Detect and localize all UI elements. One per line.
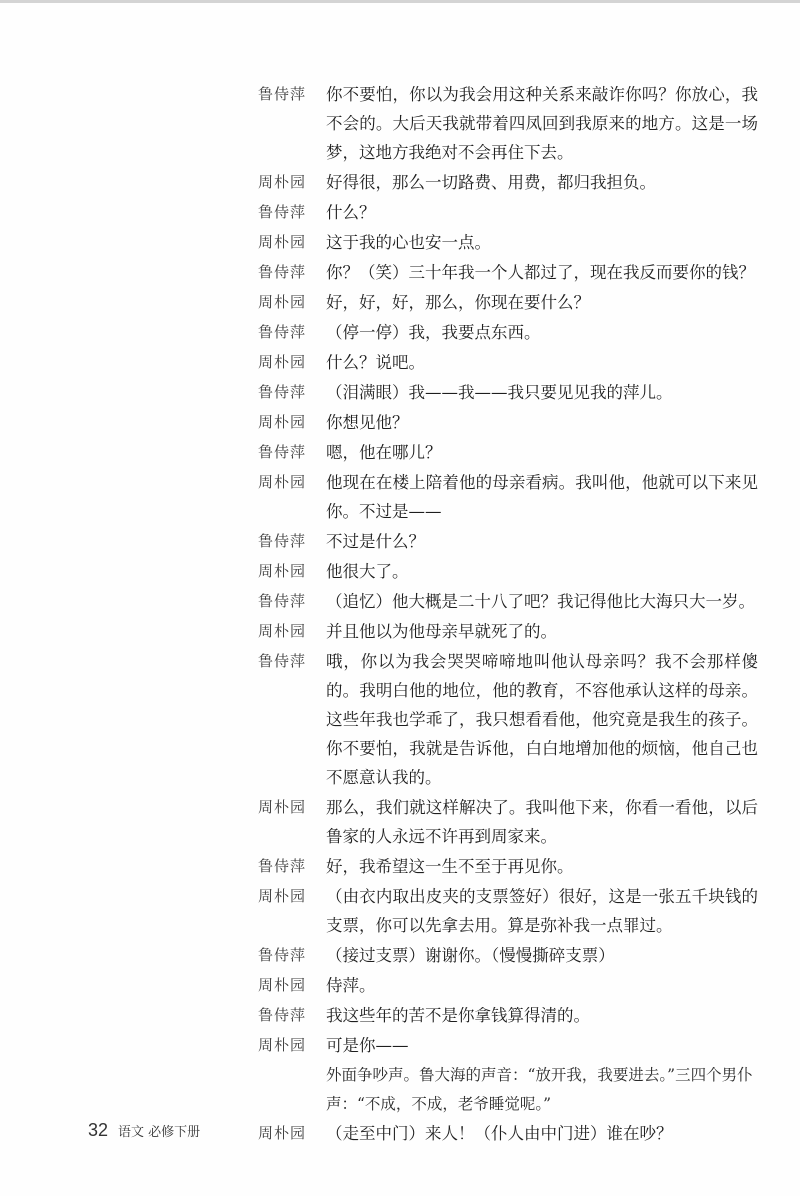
speaker-name: 鲁侍萍 — [258, 85, 307, 103]
dialogue-line — [258, 1001, 758, 1030]
speaker-name: 鲁侍萍 — [258, 263, 307, 281]
speech-text: 不过是什么？ — [326, 532, 425, 551]
speech-text: 你想见他？ — [326, 413, 409, 432]
dialogue-line — [258, 1031, 758, 1060]
speaker-name: 周朴园 — [258, 976, 307, 994]
speech-text: 那么，我们就这样解决了。我叫他下来，你看一看他，以后鲁家的人永远不许再到周家来。 — [326, 798, 758, 846]
dialogue-line — [258, 793, 758, 851]
speech-text: 他现在在楼上陪着他的母亲看病。我叫他，他就可以下来见你。不过是—— — [326, 473, 758, 521]
speech-text: 好，好，好，那么，你现在要什么？ — [326, 293, 590, 312]
speech-text: 我这些年的苦不是你拿钱算得清的。 — [326, 1006, 590, 1025]
speaker-name: 周朴园 — [258, 798, 307, 816]
speaker-name: 周朴园 — [258, 562, 307, 580]
dialogue-line — [258, 557, 758, 586]
dialogue-line — [258, 408, 758, 437]
dialogue-line — [258, 617, 758, 646]
speech-text: 你不要怕，你以为我会用这种关系来敲诈你吗？你放心，我不会的。大后天我就带着四凤回到我原来的地方。这是一场梦，这地方我绝对不会再住下去。 — [326, 85, 758, 162]
speech-text: 他很大了。 — [326, 562, 409, 581]
stage-direction: 外面争吵声。鲁大海的声音：“放开我，我要进去。”三四个男仆声：“不成，不成，老爷睡觉呢。” — [326, 1066, 753, 1113]
dialogue-line — [258, 882, 758, 940]
speech-text: 可是你—— — [326, 1036, 409, 1055]
speech-text: 并且他以为他母亲早就死了的。 — [326, 622, 557, 641]
speech-text: （追忆）他大概是二十八了吧？我记得他比大海只大一岁。 — [326, 592, 755, 611]
page-top-edge — [0, 0, 800, 3]
speaker-name: 鲁侍萍 — [258, 1006, 307, 1024]
speaker-name: 周朴园 — [258, 173, 307, 191]
dialogue-line — [258, 438, 758, 467]
speaker-name: 鲁侍萍 — [258, 383, 307, 401]
speech-text: 好，我希望这一生不至于再见你。 — [326, 857, 574, 876]
speech-text: 你？（笑）三十年我一个人都过了，现在我反而要你的钱？ — [326, 263, 755, 282]
page-number: 32 — [88, 1120, 109, 1140]
speaker-name: 周朴园 — [258, 353, 307, 371]
speaker-name: 鲁侍萍 — [258, 443, 307, 461]
speaker-name: 周朴园 — [258, 1124, 307, 1142]
speaker-name: 周朴园 — [258, 887, 307, 905]
dialogue-line — [258, 378, 758, 407]
dialogue-line — [258, 971, 758, 1000]
speaker-name: 周朴园 — [258, 1036, 307, 1054]
speaker-name: 鲁侍萍 — [258, 592, 307, 610]
speaker-name: 鲁侍萍 — [258, 532, 307, 550]
dialogue-line — [258, 198, 758, 227]
speaker-name: 鲁侍萍 — [258, 857, 307, 875]
speech-text: 哦，你以为我会哭哭啼啼地叫他认母亲吗？我不会那样傻的。我明白他的地位，他的教育，不容他承认这样的母亲。这些年我也学乖了，我只想看看他，他究竟是我生的孩子。你不要怕，我就是告诉他，白白地增加他的烦恼，他自己也不愿意认我的。 — [326, 652, 758, 787]
dialogue-line — [258, 80, 758, 167]
speech-text: （走至中门）来人！（仆人由中门进）谁在吵？ — [326, 1124, 673, 1143]
speaker-name: 周朴园 — [258, 413, 307, 431]
dialogue-line — [258, 228, 758, 257]
speaker-name: 周朴园 — [258, 233, 307, 251]
speech-text: （由衣内取出皮夹的支票签好）很好，这是一张五千块钱的支票，你可以先拿去用。算是弥补我一点罪过。 — [326, 887, 758, 935]
speaker-name: 鲁侍萍 — [258, 652, 307, 670]
speaker-name: 鲁侍萍 — [258, 323, 307, 341]
speech-text: 这于我的心也安一点。 — [326, 233, 491, 252]
speaker-name: 周朴园 — [258, 622, 307, 640]
speech-text: （泪满眼）我——我——我只要见见我的萍儿。 — [326, 383, 673, 402]
dialogue-line — [258, 852, 758, 881]
dialogue-line — [258, 318, 758, 347]
speech-text: 好得很，那么一切路费、用费，都归我担负。 — [326, 173, 656, 192]
speaker-name: 周朴园 — [258, 473, 307, 491]
page-footer — [88, 1120, 200, 1141]
speech-text: （停一停）我，我要点东西。 — [326, 323, 541, 342]
dialogue-line — [258, 258, 758, 287]
dialogue-block — [258, 80, 758, 1149]
book-title: 语文 必修下册 — [118, 1125, 201, 1140]
speaker-name: 鲁侍萍 — [258, 203, 307, 221]
speech-text: 嗯，他在哪儿？ — [326, 443, 442, 462]
dialogue-line — [258, 168, 758, 197]
speech-text: 侍萍。 — [326, 976, 376, 995]
dialogue-line — [258, 587, 758, 616]
dialogue-line — [258, 468, 758, 526]
dialogue-line — [258, 1119, 758, 1148]
speech-text: 什么？ — [326, 203, 376, 222]
dialogue-line — [258, 288, 758, 317]
dialogue-line — [258, 647, 758, 792]
speaker-name: 周朴园 — [258, 293, 307, 311]
dialogue-line — [258, 527, 758, 556]
speaker-name: 鲁侍萍 — [258, 946, 307, 964]
dialogue-line — [258, 941, 758, 970]
dialogue-line — [258, 348, 758, 377]
speech-text: （接过支票）谢谢你。（慢慢撕碎支票） — [326, 946, 615, 965]
speech-text: 什么？说吧。 — [326, 353, 425, 372]
